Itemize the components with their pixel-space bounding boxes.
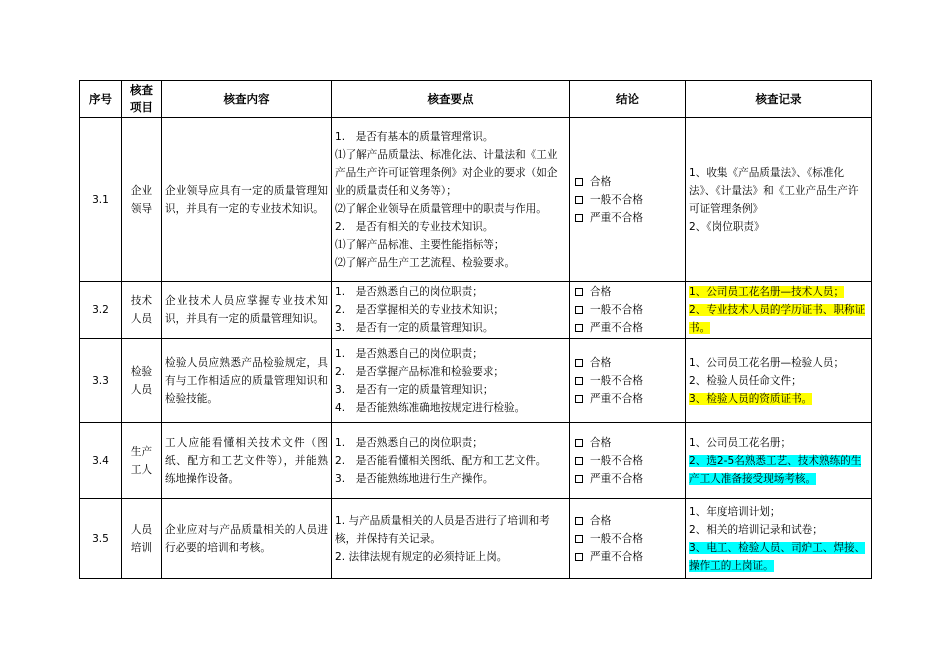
- inspection-points: [332, 499, 570, 579]
- table-row: [80, 423, 872, 499]
- point-line: ⑵了解企业领导在质量管理中的职责与作用。: [335, 202, 547, 215]
- conclusion-option[interactable]: [573, 301, 682, 319]
- inspection-item: 人员 培训: [122, 499, 162, 579]
- checkbox-icon[interactable]: [575, 214, 583, 222]
- record-line: [689, 434, 868, 452]
- checkbox-icon[interactable]: [575, 377, 583, 385]
- conclusion-label: 合格: [590, 286, 612, 298]
- inspection-points: [332, 118, 570, 282]
- conclusion-label: 一般不合格: [590, 304, 643, 316]
- checkbox-icon[interactable]: [575, 324, 583, 332]
- header-item: 核查 项目: [122, 81, 162, 118]
- inspection-item: 技术 人员: [122, 282, 162, 339]
- conclusion-option[interactable]: [573, 283, 682, 301]
- checkbox-icon[interactable]: [575, 457, 583, 465]
- point-line: 1. 与产品质量相关的人员是否进行了培训和考核，并保持有关记录。: [335, 514, 550, 545]
- row-number: 3.5: [80, 499, 122, 579]
- header-records: 核查记录: [686, 81, 872, 118]
- point-line: 2. 是否掌握相关的专业技术知识；: [335, 304, 505, 316]
- header-no: 序号: [80, 81, 122, 118]
- inspection-records: [686, 499, 872, 579]
- conclusion-label: 严重不合格: [590, 322, 643, 334]
- point-line: 4. 是否能熟练准确地按规定进行检验。: [335, 401, 526, 414]
- point-line: 3. 是否能熟练地进行生产操作。: [335, 472, 494, 485]
- header-content: 核查内容: [162, 81, 332, 118]
- header-conclusion: 结论: [570, 81, 686, 118]
- conclusion-label: 严重不合格: [590, 550, 643, 563]
- conclusion-option[interactable]: [573, 530, 682, 548]
- conclusion-label: 一般不合格: [590, 532, 643, 545]
- conclusion-cell: [570, 499, 686, 579]
- conclusion-option[interactable]: [573, 191, 682, 209]
- inspection-item: 生产 工人: [122, 423, 162, 499]
- row-number: 3.4: [80, 423, 122, 499]
- conclusion-label: 一般不合格: [590, 454, 643, 467]
- checkbox-icon[interactable]: [575, 178, 583, 186]
- conclusion-option[interactable]: [573, 390, 682, 408]
- conclusion-label: 严重不合格: [590, 472, 643, 485]
- conclusion-option[interactable]: [573, 372, 682, 390]
- conclusion-option[interactable]: [573, 470, 682, 488]
- inspection-points: [332, 423, 570, 499]
- header-row: [80, 81, 872, 118]
- inspection-records: [686, 282, 872, 339]
- record-line: [689, 452, 868, 488]
- conclusion-option[interactable]: [573, 209, 682, 227]
- conclusion-label: 合格: [590, 175, 612, 188]
- inspection-content: 企业领导应具有一定的质量管理知识，并具有一定的专业技术知识。: [162, 118, 332, 282]
- record-text: 2、检验人员任命文件；: [689, 374, 802, 387]
- checkbox-icon[interactable]: [575, 535, 583, 543]
- conclusion-label: 严重不合格: [590, 211, 643, 224]
- point-line: 1. 是否熟悉自己的岗位职责；: [335, 347, 483, 360]
- conclusion-label: 合格: [590, 514, 612, 527]
- conclusion-option[interactable]: [573, 173, 682, 191]
- record-text: 1、收集《产品质量法》、《标准化法》、《计量法》和《工业产品生产许可证管理条例》: [689, 166, 859, 215]
- checkbox-icon[interactable]: [575, 359, 583, 367]
- inspection-points: [332, 339, 570, 423]
- header-points: 核查要点: [332, 81, 570, 118]
- point-line: 2. 法律法规有规定的必须持证上岗。: [335, 550, 508, 563]
- point-line: 3. 是否有一定的质量管理知识；: [335, 383, 494, 396]
- conclusion-label: 合格: [590, 356, 612, 369]
- record-line: [689, 164, 868, 218]
- point-line: 3. 是否有一定的质量管理知识。: [335, 322, 494, 334]
- conclusion-cell: [570, 282, 686, 339]
- row-number: 3.3: [80, 339, 122, 423]
- checkbox-icon[interactable]: [575, 196, 583, 204]
- point-line: ⑵了解产品生产工艺流程、检验要求。: [335, 256, 516, 269]
- point-line: 1. 是否熟悉自己的岗位职责；: [335, 436, 483, 449]
- record-line: [689, 354, 868, 372]
- inspection-points: [332, 282, 570, 339]
- record-line: [689, 521, 868, 539]
- inspection-content: 企业应对与产品质量相关的人员进行必要的培训和考核。: [162, 499, 332, 579]
- highlighted-record-text: 1、公司员工花名册—技术人员；: [689, 286, 845, 298]
- conclusion-label: 合格: [590, 436, 612, 449]
- highlighted-record-text: 2、选2-5名熟悉工艺、技术熟练的生产工人准备接受现场考核。: [689, 454, 862, 485]
- point-line: ⑴了解产品质量法、标准化法、计量法和《工业产品生产许可证管理条例》对企业的要求（如企业的质量责任和义务等）；: [335, 148, 558, 197]
- inspection-content: 检验人员应熟悉产品检验规定，具有与工作相适应的质量管理知识和检验技能。: [162, 339, 332, 423]
- checkbox-icon[interactable]: [575, 306, 583, 314]
- record-text: 1、公司员工花名册；: [689, 436, 792, 449]
- table-row: [80, 118, 872, 282]
- conclusion-cell: [570, 423, 686, 499]
- row-number: 3.2: [80, 282, 122, 339]
- conclusion-cell: [570, 118, 686, 282]
- point-line: 2. 是否有相关的专业技术知识。: [335, 220, 494, 233]
- record-text: 2、相关的培训记录和试卷；: [689, 523, 823, 536]
- checkbox-icon[interactable]: [575, 439, 583, 447]
- point-line: 1. 是否熟悉自己的岗位职责；: [335, 286, 483, 298]
- inspection-content: 企业技术人员应掌握专业技术知识，并具有一定的质量管理知识。: [162, 282, 332, 339]
- inspection-item: 检验 人员: [122, 339, 162, 423]
- conclusion-option[interactable]: [573, 548, 682, 566]
- point-line: 1. 是否有基本的质量管理常识。: [335, 130, 494, 143]
- record-line: [689, 301, 868, 337]
- conclusion-cell: [570, 339, 686, 423]
- conclusion-label: 严重不合格: [590, 392, 643, 405]
- record-line: [689, 539, 868, 575]
- conclusion-option[interactable]: [573, 452, 682, 470]
- inspection-table: [79, 80, 872, 579]
- record-line: [689, 503, 868, 521]
- record-text: 1、年度培训计划；: [689, 505, 781, 518]
- table-row: [80, 339, 872, 423]
- checkbox-icon[interactable]: [575, 288, 583, 296]
- highlighted-record-text: 2、专业技术人员的学历证书、职称证书。: [689, 304, 866, 334]
- checkbox-icon[interactable]: [575, 395, 583, 403]
- conclusion-label: 一般不合格: [590, 374, 643, 387]
- record-text: 2、《岗位职责》: [689, 220, 765, 233]
- table-row: [80, 282, 872, 339]
- record-line: [689, 390, 868, 408]
- inspection-records: [686, 118, 872, 282]
- conclusion-option[interactable]: [573, 434, 682, 452]
- record-line: [689, 218, 868, 236]
- point-line: 2. 是否掌握产品标准和检验要求；: [335, 365, 505, 378]
- checkbox-icon[interactable]: [575, 553, 583, 561]
- record-text: 1、公司员工花名册—检验人员；: [689, 356, 845, 369]
- row-number: 3.1: [80, 118, 122, 282]
- conclusion-label: 一般不合格: [590, 193, 643, 206]
- record-line: [689, 283, 868, 301]
- inspection-content: 工人应能看懂相关技术文件（图纸、配方和工艺文件等），并能熟练地操作设备。: [162, 423, 332, 499]
- inspection-records: [686, 339, 872, 423]
- conclusion-option[interactable]: [573, 512, 682, 530]
- checkbox-icon[interactable]: [575, 475, 583, 483]
- highlighted-record-text: 3、电工、检验人员、司炉工、焊接、操作工的上岗证。: [689, 541, 866, 572]
- table-row: [80, 499, 872, 579]
- record-line: [689, 372, 868, 390]
- highlighted-record-text: 3、检验人员的资质证书。: [689, 392, 813, 405]
- inspection-records: [686, 423, 872, 499]
- conclusion-option[interactable]: [573, 354, 682, 372]
- conclusion-option[interactable]: [573, 319, 682, 337]
- point-line: ⑴了解产品标准、主要性能指标等；: [335, 238, 505, 251]
- inspection-item: 企业 领导: [122, 118, 162, 282]
- point-line: 2. 是否能看懂相关图纸、配方和工艺文件。: [335, 454, 547, 467]
- checkbox-icon[interactable]: [575, 517, 583, 525]
